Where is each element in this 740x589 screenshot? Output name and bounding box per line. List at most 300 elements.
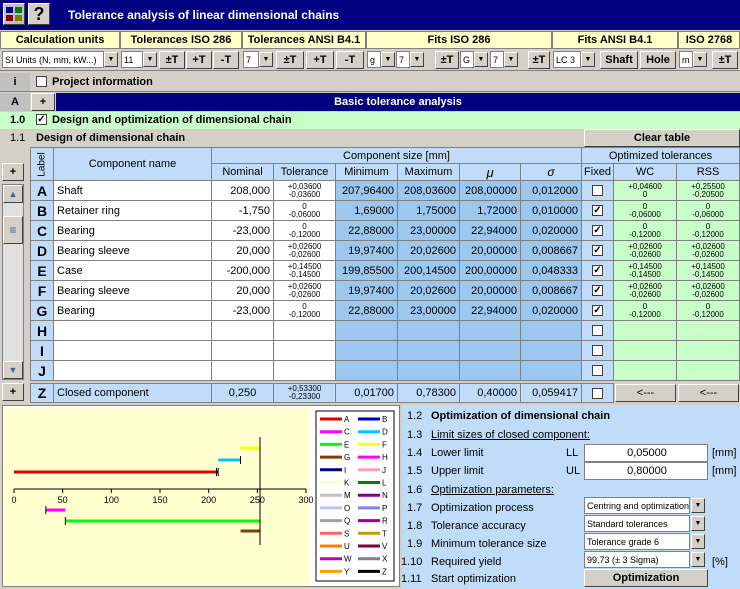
max-cell: 20,02600	[398, 241, 460, 261]
fixed-checkbox[interactable]	[592, 345, 603, 356]
rss-upper: 0	[705, 301, 711, 311]
scrollbar[interactable]	[2, 184, 24, 380]
tolerance-upper: +0,02600	[287, 281, 322, 291]
mu-cell	[460, 321, 521, 341]
basic-add-button[interactable]: +	[31, 93, 55, 111]
max-cell	[398, 321, 460, 341]
max-cell: 23,00000	[398, 221, 460, 241]
legend-label-F: F	[382, 440, 387, 450]
wc-cell	[614, 361, 677, 381]
s12-label: Optimization of dimensional chain	[431, 410, 611, 422]
closed-tolerance	[274, 383, 336, 403]
nominal-cell[interactable]: 20,000	[212, 241, 274, 261]
component-name-cell[interactable]: Case	[54, 261, 212, 281]
s15-unit: [mm]	[712, 465, 737, 477]
legend-label-D: D	[382, 427, 388, 437]
min-cell: 22,88000	[336, 221, 398, 241]
iso-plus-button[interactable]: +T	[186, 51, 212, 69]
s110-num: 1.10	[401, 556, 423, 568]
rss-cell	[677, 201, 740, 221]
rss-lower: -0,14500	[692, 269, 724, 279]
min-cell	[336, 361, 398, 381]
wc-lower: -0,06000	[629, 209, 661, 219]
tolerance-lower: -0,12000	[288, 309, 321, 319]
min-cell: 19,97400	[336, 241, 398, 261]
legend-label-A: A	[344, 415, 350, 424]
units-header: Calculation units	[0, 31, 120, 49]
min-cell: 207,96400	[336, 181, 398, 201]
required-yield-select[interactable]: 99.73 (± 3 Sigma)	[584, 551, 690, 568]
component-name-cell[interactable]: Bearing sleeve	[54, 281, 212, 301]
min-cell: 22,88000	[336, 301, 398, 321]
sigma-cell: 0,010000	[521, 201, 582, 221]
tolerance-cell[interactable]	[274, 301, 336, 321]
s13-num: 1.3	[407, 429, 423, 441]
legend-label-Q: Q	[344, 516, 351, 526]
hole-button[interactable]: Hole	[640, 51, 676, 69]
window-title: Tolerance analysis of linear dimensional chains	[68, 8, 340, 22]
fixed-checkbox[interactable]: ✓	[593, 205, 602, 216]
optimization-process-select[interactable]: Centring and optimization	[584, 497, 690, 514]
help-button[interactable]: ?	[28, 3, 50, 25]
min-cell: 19,97400	[336, 281, 398, 301]
ul-abbrev: UL	[566, 465, 581, 477]
chevron-down-icon[interactable]: ▼	[691, 516, 705, 531]
legend-label-J: J	[382, 465, 386, 475]
legend-label-N: N	[382, 491, 388, 501]
component-name-cell[interactable]: Shaft	[54, 181, 212, 201]
nominal-cell[interactable]: -23,000	[212, 221, 274, 241]
chevron-down-icon[interactable]: ▼	[581, 52, 595, 67]
fits-grade2-select[interactable]: 7	[490, 51, 504, 68]
row-label: H	[30, 321, 54, 341]
s12-num: 1.2	[407, 410, 423, 422]
rss-cell	[677, 361, 740, 381]
tolerance-cell[interactable]	[274, 201, 336, 221]
sigma-cell: 0,008667	[521, 241, 582, 261]
rss-upper: +0,14500	[691, 261, 725, 271]
optimization-button[interactable]: Optimization	[584, 569, 708, 587]
fixed-cell	[582, 181, 614, 201]
fixed-checkbox[interactable]: ✓	[593, 225, 602, 236]
minimum-header: Minimum	[336, 164, 398, 181]
wc-cell	[614, 281, 677, 301]
min-cell: 199,85500	[336, 261, 398, 281]
fixed-checkbox[interactable]: ✓	[593, 305, 602, 316]
maximum-header: Maximum	[398, 164, 460, 181]
clear-table-button[interactable]: Clear table	[584, 129, 740, 147]
wc-upper: 0	[642, 221, 648, 231]
legend-label-C: C	[344, 427, 350, 437]
legend-label-R: R	[382, 516, 388, 526]
name-col-header: Component name	[54, 147, 212, 181]
max-cell	[398, 361, 460, 381]
scroll-up-button[interactable]: ▲	[3, 185, 23, 203]
mu-cell: 22,94000	[460, 221, 521, 241]
x-tick-label: 50	[57, 495, 68, 505]
tolerance-accuracy-select[interactable]: Standard tolerances	[584, 515, 690, 532]
fits-ansi-header: Fits ANSI B4.1	[552, 31, 678, 49]
nominal-cell[interactable]	[212, 341, 274, 361]
tolerance-lower: -0,03600	[288, 189, 321, 199]
fixed-checkbox[interactable]: ✓	[593, 265, 602, 276]
x-tick-label: 100	[103, 495, 119, 505]
closed-mu: 0,40000	[460, 383, 521, 403]
ansi-header: Tolerances ANSI B4.1	[242, 31, 366, 49]
rss-lower: -0,12000	[692, 309, 724, 319]
nominal-cell[interactable]	[212, 321, 274, 341]
chevron-down-icon[interactable]: ▼	[104, 52, 118, 67]
closed-name: Closed component	[54, 383, 212, 403]
max-cell: 1,75000	[398, 201, 460, 221]
mu-cell	[460, 341, 521, 361]
s18-label: Tolerance accuracy	[431, 520, 526, 532]
tolerance-upper: +0,14500	[287, 261, 322, 271]
legend-label-Z: Z	[382, 567, 387, 577]
closed-label: Z	[30, 383, 54, 403]
legend-label-W: W	[344, 554, 352, 564]
shaft-button[interactable]: Shaft	[600, 51, 638, 69]
closed-nominal: 0,250	[212, 383, 274, 403]
lower-limit-input[interactable]: 0,05000	[584, 444, 708, 462]
x-tick-label: 150	[152, 495, 168, 505]
chevron-down-icon[interactable]: ▼	[143, 52, 157, 67]
row-label: F	[30, 281, 54, 301]
max-cell: 20,02600	[398, 281, 460, 301]
sigma-cell	[521, 341, 582, 361]
legend-label-V: V	[382, 542, 388, 551]
ansi-pm-button[interactable]: ±T	[276, 51, 304, 69]
divider	[0, 91, 740, 92]
section-1-1-label: Design of dimensional chain	[36, 132, 186, 144]
legend-label-G: G	[344, 453, 351, 463]
row-label: E	[30, 261, 54, 281]
ll-abbrev: LL	[566, 447, 579, 459]
fixed-cell	[582, 301, 614, 321]
fixed-cell	[582, 361, 614, 381]
s14-num: 1.4	[407, 447, 423, 459]
wc-cell	[614, 181, 677, 201]
legend-label-X: X	[382, 554, 388, 564]
tolerance-upper: 0	[302, 221, 307, 231]
tolerance-upper: +0,02600	[287, 241, 322, 251]
rss-cell	[677, 261, 740, 281]
ansi-plus-button[interactable]: +T	[306, 51, 334, 69]
s14-unit: [mm]	[712, 447, 737, 459]
tolerance-lower: -0,06000	[288, 209, 321, 219]
tolerance-upper: 0	[302, 301, 307, 311]
closed-fixed-cell	[582, 383, 614, 403]
wc-lower: -0,12000	[629, 229, 661, 239]
fixed-cell	[582, 221, 614, 241]
fixed-checkbox[interactable]	[592, 325, 603, 336]
legend-label-H: H	[382, 453, 388, 463]
iso286-header: Tolerances ISO 286	[120, 31, 242, 49]
s17-label: Optimization process	[431, 502, 534, 514]
scroll-thumb[interactable]: ≡	[3, 216, 23, 244]
iso2768-pm-button[interactable]: ±T	[712, 51, 738, 69]
dimension-chart	[4, 407, 398, 585]
component-name-cell[interactable]	[54, 341, 212, 361]
legend-label-L: L	[382, 478, 387, 488]
iso-pm-button[interactable]: ±T	[159, 51, 185, 69]
tolerance-upper: +0,03600	[287, 181, 322, 191]
wc-upper: +0,02600	[628, 281, 662, 291]
wc-cell	[614, 201, 677, 221]
project-marker: i	[0, 73, 30, 91]
tolerance-lower: -0,02600	[288, 249, 321, 259]
legend-label-K: K	[344, 478, 350, 488]
s18-num: 1.8	[407, 520, 423, 532]
x-tick-label: 300	[298, 495, 314, 505]
legend-label-M: M	[344, 491, 351, 501]
rss-upper: 0	[705, 221, 711, 231]
s13-label: Limit sizes of closed component:	[431, 429, 590, 441]
s15-num: 1.5	[407, 465, 423, 477]
wc-cell	[614, 321, 677, 341]
nominal-cell[interactable]: -23,000	[212, 301, 274, 321]
rss-cell	[677, 221, 740, 241]
ansi-grade-select[interactable]: 7	[243, 51, 259, 68]
fixed-cell	[582, 261, 614, 281]
iso-minus-button[interactable]: -T	[213, 51, 239, 69]
s111-num: 1.11	[401, 573, 422, 585]
wc-header: WC	[614, 164, 677, 181]
s14-label: Lower limit	[431, 447, 484, 459]
tolerance-cell[interactable]	[274, 221, 336, 241]
nominal-cell[interactable]: -1,750	[212, 201, 274, 221]
mu-cell: 208,00000	[460, 181, 521, 201]
min-cell: 1,69000	[336, 201, 398, 221]
section-1-0-num: 1.0	[10, 114, 26, 126]
chevron-down-icon[interactable]: ▼	[410, 52, 424, 67]
wc-upper: +0,04600	[628, 181, 662, 191]
chevron-down-icon[interactable]: ▼	[504, 52, 518, 67]
fixed-checkbox[interactable]: ✓	[593, 245, 602, 256]
s110-label: Required yield	[431, 556, 502, 568]
chevron-down-icon[interactable]: ▼	[381, 52, 395, 67]
nominal-cell[interactable]: 208,000	[212, 181, 274, 201]
sigma-header: σ	[521, 164, 582, 181]
fixed-cell	[582, 321, 614, 341]
iso2768-select[interactable]: m	[679, 51, 693, 68]
rss-cell	[677, 281, 740, 301]
rss-upper: 0	[705, 201, 711, 211]
fixed-cell	[582, 201, 614, 221]
rss-upper: +0,02600	[691, 241, 725, 251]
iso286-grade-select[interactable]: 11	[121, 51, 143, 68]
chevron-down-icon[interactable]: ▼	[259, 52, 273, 67]
closed-tol-lower: -0,23300	[288, 392, 321, 401]
tolerance-lower: -0,12000	[288, 229, 321, 239]
legend-label-I: I	[344, 465, 347, 475]
apply-rss-button[interactable]: <---	[678, 384, 739, 402]
s16-num: 1.6	[407, 484, 423, 496]
row-label: D	[30, 241, 54, 261]
rss-lower: -0,12000	[692, 229, 724, 239]
tolerance-cell[interactable]	[274, 241, 336, 261]
row-label: A	[30, 181, 54, 201]
fits-pm2-button[interactable]: ±T	[528, 51, 550, 69]
sigma-cell: 0,008667	[521, 281, 582, 301]
fixed-cell	[582, 281, 614, 301]
wc-lower: -0,14500	[629, 269, 661, 279]
nominal-cell[interactable]	[212, 361, 274, 381]
rss-header: RSS	[677, 164, 740, 181]
section-1-0-label: Design and optimization of dimensional chain	[52, 114, 292, 126]
section-1-0-checkbox[interactable]: ✓	[37, 114, 46, 125]
nominal-header: Nominal	[212, 164, 274, 181]
basic-marker: A	[0, 93, 30, 111]
size-col-header: Component size [mm]	[212, 147, 582, 164]
legend-label-B: B	[382, 415, 388, 424]
max-cell: 23,00000	[398, 301, 460, 321]
sigma-cell: 0,020000	[521, 221, 582, 241]
component-name-cell[interactable]: Retainer ring	[54, 201, 212, 221]
fixed-checkbox[interactable]	[592, 365, 603, 376]
min-cell	[336, 341, 398, 361]
mu-cell	[460, 361, 521, 381]
rss-lower: -0,02600	[692, 249, 724, 259]
legend-label-P: P	[382, 503, 388, 513]
basic-header: Basic tolerance analysis	[56, 93, 740, 111]
tolerance-cell[interactable]	[274, 341, 336, 361]
project-label: Project information	[52, 76, 153, 88]
row-label: C	[30, 221, 54, 241]
rss-lower: -0,02600	[692, 289, 724, 299]
chevron-down-icon[interactable]: ▼	[691, 534, 705, 549]
chevron-down-icon[interactable]: ▼	[691, 498, 705, 513]
legend-label-U: U	[344, 542, 350, 551]
component-name-cell[interactable]: Bearing	[54, 301, 212, 321]
sigma-cell: 0,048333	[521, 261, 582, 281]
mu-header: μ	[460, 164, 521, 181]
fixed-cell	[582, 241, 614, 261]
rss-lower: -0,20500	[692, 189, 724, 199]
legend-label-S: S	[344, 529, 350, 539]
component-name-cell[interactable]: Bearing sleeve	[54, 241, 212, 261]
row-label: I	[30, 341, 54, 361]
wc-upper: 0	[642, 301, 648, 311]
scroll-down-button[interactable]: ▼	[3, 361, 23, 379]
closed-min: 0,01700	[336, 383, 398, 403]
nominal-cell[interactable]: -200,000	[212, 261, 274, 281]
s19-num: 1.9	[407, 538, 423, 550]
min-cell	[336, 321, 398, 341]
units-select[interactable]: SI Units (N, mm, kW...)	[2, 51, 104, 68]
legend-label-Y: Y	[344, 567, 350, 577]
tolerance-cell[interactable]	[274, 321, 336, 341]
component-name-cell[interactable]: Bearing	[54, 221, 212, 241]
rss-cell	[677, 341, 740, 361]
sigma-cell: 0,020000	[521, 301, 582, 321]
rss-cell	[677, 241, 740, 261]
fixed-checkbox[interactable]	[592, 185, 603, 196]
s19-label: Minimum tolerance size	[431, 538, 547, 550]
row-label: B	[30, 201, 54, 221]
closed-fixed-checkbox[interactable]	[592, 388, 603, 399]
iso2768-header: ISO 2768	[678, 31, 740, 49]
app-icon[interactable]	[3, 3, 25, 25]
tolerance-cell[interactable]	[274, 261, 336, 281]
wc-upper: 0	[642, 201, 648, 211]
project-checkbox[interactable]	[36, 76, 47, 87]
apply-wc-button[interactable]: <---	[615, 384, 676, 402]
x-tick-label: 250	[249, 495, 265, 505]
rss-upper: +0,02600	[691, 281, 725, 291]
row-label: J	[30, 361, 54, 381]
fits-letter2-select[interactable]: G	[460, 51, 474, 68]
wc-lower: 0	[642, 189, 648, 199]
mu-cell: 20,00000	[460, 241, 521, 261]
chevron-down-icon[interactable]: ▼	[693, 52, 707, 67]
component-name-cell[interactable]	[54, 361, 212, 381]
wc-cell	[614, 261, 677, 281]
upper-limit-input[interactable]: 0,80000	[584, 462, 708, 480]
rss-cell	[677, 181, 740, 201]
nominal-cell[interactable]: 20,000	[212, 281, 274, 301]
sigma-cell: 0,012000	[521, 181, 582, 201]
wc-cell	[614, 301, 677, 321]
tolerance-cell[interactable]	[274, 361, 336, 381]
rss-cell	[677, 321, 740, 341]
s110-unit: [%]	[712, 556, 728, 568]
component-name-cell[interactable]	[54, 321, 212, 341]
rss-upper: +0,25500	[691, 181, 725, 191]
wc-cell	[614, 241, 677, 261]
wc-upper: +0,02600	[628, 241, 662, 251]
legend-label-T: T	[382, 529, 387, 539]
mu-cell: 20,00000	[460, 281, 521, 301]
max-cell: 200,14500	[398, 261, 460, 281]
wc-lower: -0,02600	[629, 249, 661, 259]
mu-cell: 22,94000	[460, 301, 521, 321]
label-col-header: Label	[30, 147, 54, 181]
sigma-cell	[521, 321, 582, 341]
sigma-cell	[521, 361, 582, 381]
fits-letter1-select[interactable]: g	[367, 51, 381, 68]
chevron-down-icon[interactable]: ▼	[474, 52, 488, 67]
mu-cell: 1,72000	[460, 201, 521, 221]
rss-lower: -0,06000	[692, 209, 724, 219]
wc-cell	[614, 341, 677, 361]
section-1-1-num: 1.1	[10, 132, 26, 144]
fits-ansi-select[interactable]: LC 3	[553, 51, 581, 68]
add-closed-button[interactable]: +	[2, 383, 24, 401]
legend-label-E: E	[344, 440, 350, 450]
fits-iso-header: Fits ISO 286	[366, 31, 552, 49]
rss-cell	[677, 301, 740, 321]
fixed-checkbox[interactable]: ✓	[593, 285, 602, 296]
ansi-minus-button[interactable]: -T	[336, 51, 364, 69]
closed-max: 0,78300	[398, 383, 460, 403]
s111-label: Start optimization	[431, 573, 516, 585]
opt-col-header: Optimized tolerances	[582, 147, 740, 164]
fixed-header: Fixed	[582, 164, 614, 181]
chevron-down-icon[interactable]: ▼	[691, 552, 705, 567]
add-row-button[interactable]: +	[2, 163, 24, 181]
wc-cell	[614, 221, 677, 241]
row-label: G	[30, 301, 54, 321]
s17-num: 1.7	[407, 502, 423, 514]
closed-tol-upper: +0,53300	[287, 384, 322, 393]
fits-pm-button[interactable]: ±T	[435, 51, 459, 69]
fits-grade1-select[interactable]: 7	[396, 51, 410, 68]
closed-sigma: 0,059417	[521, 383, 582, 403]
min-tolerance-select[interactable]: Tolerance grade 6	[584, 533, 690, 550]
tolerance-cell[interactable]	[274, 281, 336, 301]
tolerance-cell[interactable]	[274, 181, 336, 201]
